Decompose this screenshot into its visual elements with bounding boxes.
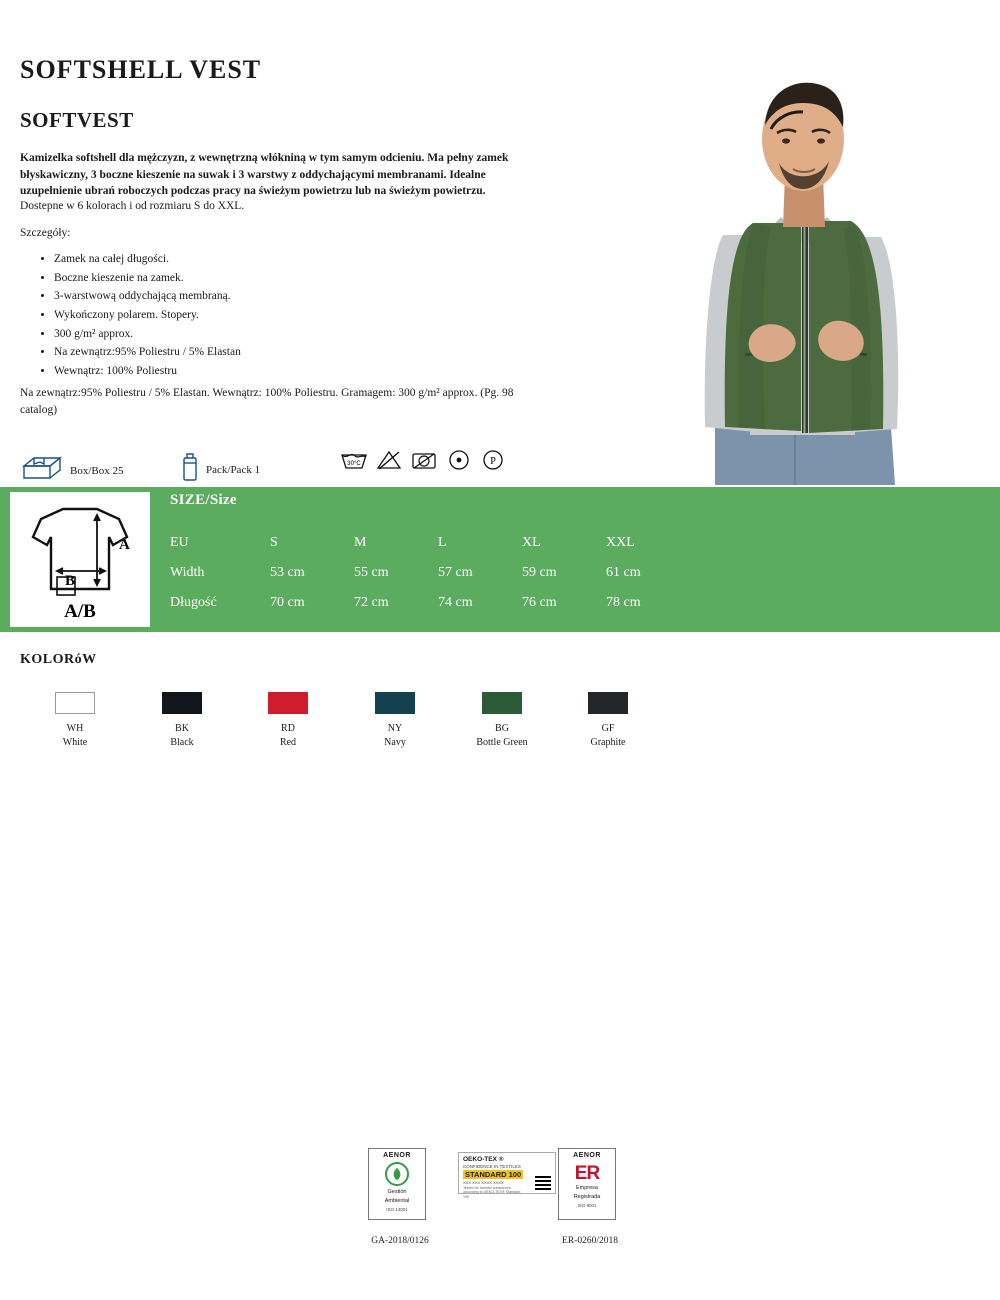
list-item: • Boczne kieszenie na zamek. <box>54 269 510 288</box>
size-header-eu: EU <box>170 535 189 550</box>
aenor-line1: Gestión <box>387 1189 407 1195</box>
color-code: RD <box>281 723 295 734</box>
color-name: Red <box>279 737 297 748</box>
oeko-line5: Tested for harmful substances according to OEKO-TEX® Standard 100 <box>463 1186 521 1199</box>
pack-info <box>180 452 260 487</box>
aenor-line1: Empresa <box>575 1185 598 1191</box>
color-swatch-bk[interactable] <box>127 692 237 750</box>
measurement-diagram <box>10 492 150 627</box>
cell-width-xxl: 61 cm <box>606 565 641 580</box>
certificates-row <box>360 1148 660 1258</box>
box-icon <box>20 454 64 487</box>
size-header-s: S <box>270 535 278 550</box>
svg-text:B: B <box>65 573 76 589</box>
list-item: • Wykończony polarem. Stopery. <box>54 306 510 325</box>
color-code: BK <box>175 723 189 734</box>
color-chip-graphite <box>588 692 628 714</box>
no-tumble-dry-icon <box>410 448 438 472</box>
product-photo <box>645 55 955 485</box>
color-name: Navy <box>384 737 406 748</box>
composition-text: Na zewnątrz:95% Poliestru / 5% Elastan. Wewnątrz: 100% Poliestru. Gramagem: 300 g/m² approx. (Pg. 98 catalog) <box>20 387 514 416</box>
packaging-row <box>20 448 540 488</box>
row-label-length: Długość <box>170 595 217 610</box>
color-name: Black <box>170 737 194 748</box>
list-item: • Na zewnątrz:95% Poliestru / 5% Elastan <box>54 343 510 362</box>
row-label-width: Width <box>170 565 205 580</box>
color-name: White <box>62 737 88 748</box>
color-code: NY <box>387 723 403 734</box>
size-table <box>170 528 690 618</box>
color-chip-navy <box>375 692 415 714</box>
list-item: • Wewnątrz: 100% Poliestru <box>54 362 510 381</box>
aenor-iso: ISO 9001 <box>577 1202 597 1208</box>
aenor-line2: Registrada <box>573 1193 601 1200</box>
aenor-line2: Ambiental <box>384 1197 410 1204</box>
table-header-row <box>170 528 690 558</box>
svg-text:P: P <box>490 456 496 467</box>
size-table-title: SIZE/Size <box>170 492 237 508</box>
color-code: BG <box>495 723 509 734</box>
color-name: Graphite <box>590 737 626 748</box>
aenor-brand: AENOR <box>383 1152 411 1159</box>
colors-title: KOLORóW <box>20 652 97 667</box>
color-swatch-bg[interactable] <box>447 692 557 750</box>
cell-width-m: 55 cm <box>354 565 389 580</box>
oeko-tex-certificate <box>458 1152 556 1199</box>
iron-low-icon <box>446 448 472 472</box>
pack-icon <box>180 452 200 487</box>
size-header-m: M <box>354 535 367 550</box>
qr-code-icon <box>535 1174 551 1190</box>
cell-width-xl: 59 cm <box>522 565 557 580</box>
color-chip-white <box>55 692 95 714</box>
cell-width-l: 57 cm <box>438 565 473 580</box>
color-chip-bottle-green <box>482 692 522 714</box>
certificate-caption-right: ER-0260/2018 <box>562 1236 618 1246</box>
leaf-icon <box>384 1161 410 1187</box>
product-description-normal: Dostepne w 6 kolorach i od rozmiaru S do XXL. <box>20 200 245 212</box>
wash-30c-icon <box>340 448 368 472</box>
oeko-line1: OEKO-TEX ® <box>463 1156 504 1163</box>
cell-length-s: 70 cm <box>270 595 305 610</box>
care-instructions <box>340 448 506 472</box>
oeko-line4: XXX XXX XXXX XXXX <box>463 1180 504 1185</box>
pack-label: Pack/Pack 1 <box>206 463 261 476</box>
cell-length-xxl: 78 cm <box>606 595 641 610</box>
cell-length-m: 72 cm <box>354 595 389 610</box>
details-label: Szczegóły: <box>20 227 71 239</box>
color-swatch-gf[interactable] <box>553 692 663 750</box>
color-swatch-ny[interactable] <box>340 692 450 750</box>
aenor-registered-company-certificate <box>558 1148 616 1220</box>
color-chip-black <box>162 692 202 714</box>
list-item: • 300 g/m² approx. <box>54 325 510 344</box>
oeko-line2: CONFIDENCE IN TEXTILES <box>463 1164 521 1169</box>
table-row <box>170 588 690 618</box>
box-info <box>20 454 123 487</box>
size-header-l: L <box>438 535 447 550</box>
table-row <box>170 558 690 588</box>
color-swatch-rd[interactable] <box>233 692 343 750</box>
certificate-caption-left: GA-2018/0126 <box>371 1236 429 1246</box>
color-name: Bottle Green <box>476 737 528 748</box>
aenor-brand: AENOR <box>573 1152 601 1159</box>
aenor-iso: ISO 14001 <box>386 1206 408 1212</box>
aenor-environment-certificate <box>368 1148 426 1220</box>
box-label: Box/Box 25 <box>70 464 124 477</box>
list-item: • Zamek na całej długości. <box>54 250 510 269</box>
page-title: SOFTSHELL VEST <box>20 55 262 84</box>
measurement-label: A/B <box>64 601 96 622</box>
cell-length-l: 74 cm <box>438 595 473 610</box>
size-header-xxl: XXL <box>606 535 635 550</box>
no-bleach-icon <box>376 448 402 472</box>
svg-text:30°C: 30°C <box>347 461 361 467</box>
size-header-xl: XL <box>522 535 541 550</box>
cell-width-s: 53 cm <box>270 565 305 580</box>
svg-text:A: A <box>119 537 130 553</box>
product-subtitle: SOFTVEST <box>20 108 134 132</box>
product-features-list <box>40 250 510 380</box>
color-swatch-wh[interactable] <box>20 692 130 750</box>
color-code: WH <box>66 723 84 734</box>
aenor-er-mark: ER <box>574 1163 600 1184</box>
list-item: • 3-warstwową oddychającą membraną. <box>54 287 510 306</box>
professional-clean-p-icon <box>480 448 506 472</box>
color-chip-red <box>268 692 308 714</box>
product-description-bold: Kamizelka softshell dla mężczyzn, z wewnętrzną włókniną w tym samym odcieniu. Ma pełny zamek błyskawiczny, 3 boczne kieszenie na suwak i 3 warstwy z oddychającymi membranami. Idealne uzupełnienie ubrań roboczych podczas pracy na świeżym powietrzu lub na świeżym powietrzu. <box>20 152 509 198</box>
color-code: GF <box>601 723 615 734</box>
cell-length-xl: 76 cm <box>522 595 557 610</box>
oeko-line3: STANDARD 100 <box>465 1170 522 1179</box>
